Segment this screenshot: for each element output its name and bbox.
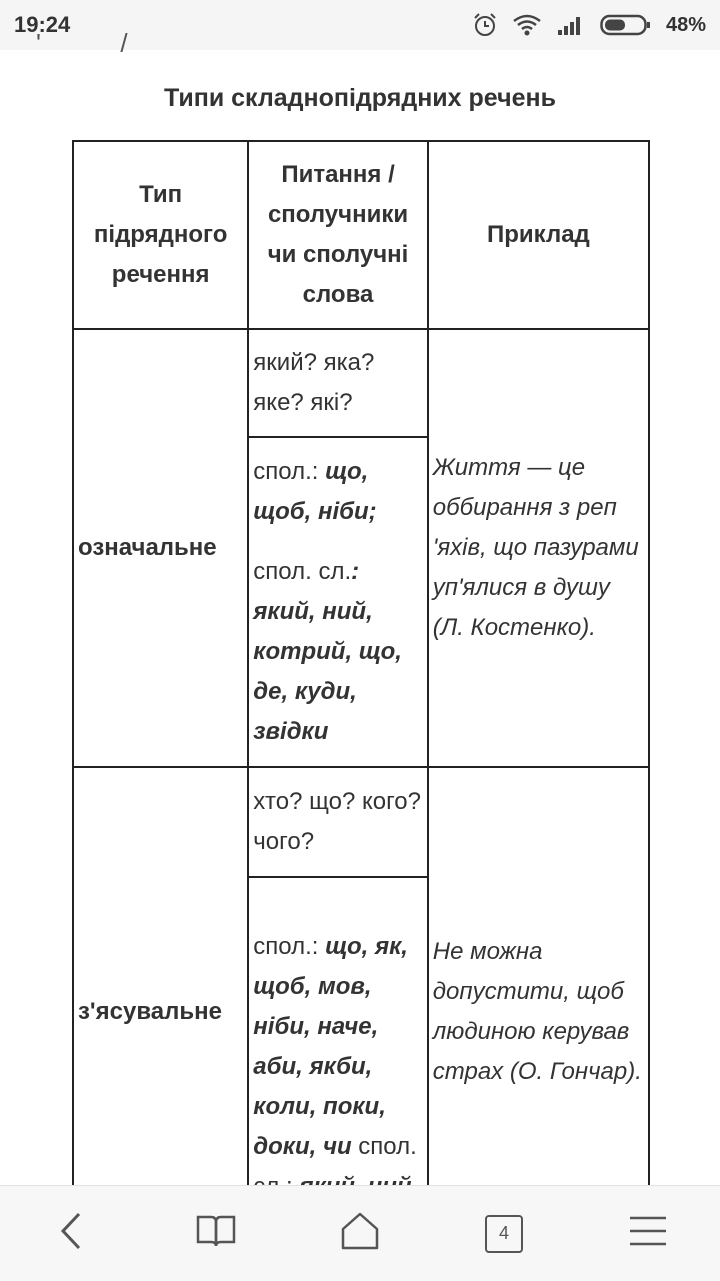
example-cell: Не можна допустити, щоб людиною керував страх (О. Гончар). (428, 767, 649, 1257)
status-icons (472, 12, 706, 38)
sentence-types-table (72, 140, 650, 1258)
conjunctive-words-line (253, 552, 422, 752)
header-example: Приклад (428, 141, 649, 329)
conjunctions-cell (248, 437, 427, 767)
conjunction-label: спол.: (253, 933, 319, 960)
page-content[interactable] (0, 28, 720, 1185)
conjunction-words: що, як, щоб, мов, ніби, наче, аби, якби, коли, поки, доки, чи (253, 933, 408, 1160)
menu-icon (628, 1215, 668, 1252)
conjunctive-words-label: спол. сл. (253, 558, 352, 585)
home-button[interactable] (325, 1199, 395, 1269)
back-button[interactable] (37, 1199, 107, 1269)
conjunction-label: спол.: (253, 458, 319, 485)
header-type: Тип підрядного речення (73, 141, 248, 329)
type-cell: означальне (73, 329, 248, 767)
page-title: Типи складнопідрядних речень (164, 84, 556, 112)
table-row (73, 329, 649, 437)
alarm-icon (472, 12, 498, 38)
example-cell: Життя — це оббирання з реп 'яхів, що пазурами уп'ялися в душу (Л. Костенко). (428, 329, 649, 767)
type-cell: з'ясувальне (73, 767, 248, 1257)
questions-cell: хто? що? кого? чого? (248, 767, 427, 877)
questions-cell: який? яка? яке? які? (248, 329, 427, 437)
book-icon (196, 1214, 236, 1253)
wifi-icon (512, 13, 542, 37)
conjunctive-colon: : (351, 558, 360, 585)
header-questions: Питання / сполучники чи сполучні слова (248, 141, 427, 329)
conjunctive-words: який, ний, котрий, що, де, куди, звідки (253, 598, 402, 745)
status-time: 19:24 (14, 12, 71, 37)
tabs-button[interactable] (469, 1199, 539, 1269)
tabs-count-icon (485, 1215, 523, 1253)
table-row (73, 767, 649, 877)
conjunction-words: що, щоб, ніби; (253, 458, 377, 525)
signal-icon (556, 14, 586, 36)
browser-bottom-bar (0, 1185, 720, 1281)
cut-off-text: ' / (36, 28, 128, 58)
battery-icon (600, 13, 652, 37)
home-icon (340, 1211, 380, 1256)
back-arrow-icon (57, 1211, 87, 1256)
conjunctive-words-label: спол. (358, 1133, 417, 1160)
bookmarks-button[interactable] (181, 1199, 251, 1269)
tabs-count: 4 (498, 1223, 509, 1243)
battery-percent: 48% (665, 13, 706, 36)
conjunctions-line (253, 452, 422, 532)
menu-button[interactable] (613, 1199, 683, 1269)
table-header-row (73, 141, 649, 329)
